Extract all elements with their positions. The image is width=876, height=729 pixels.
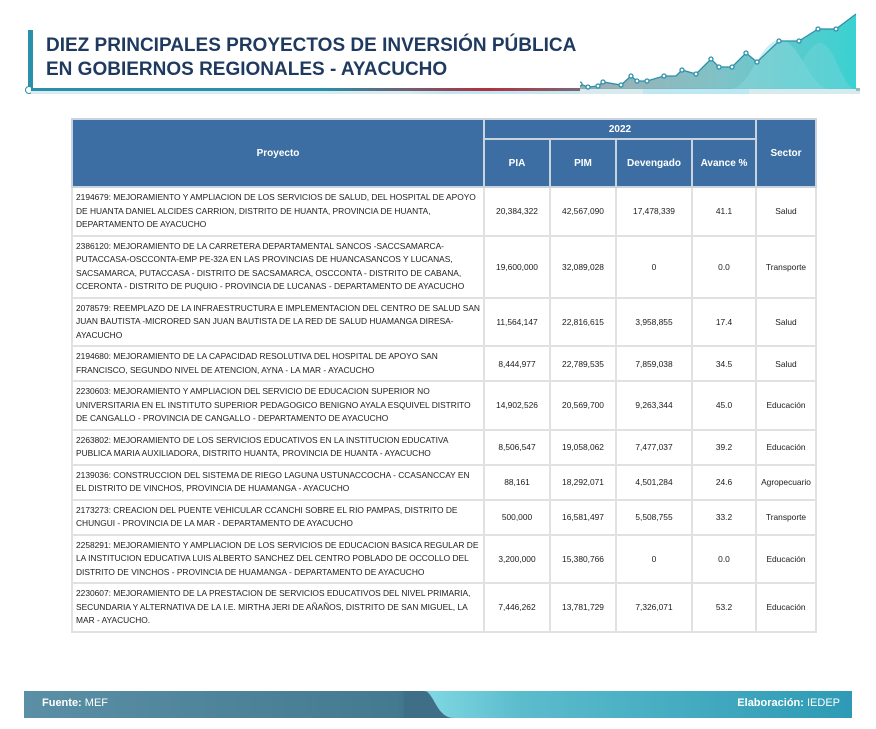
devengado-cell: 7,859,038 bbox=[616, 346, 692, 381]
footer-credit bbox=[737, 697, 840, 709]
page-title bbox=[46, 34, 576, 82]
avance-cell: 24.6 bbox=[692, 465, 756, 500]
header-year: 2022 bbox=[484, 119, 756, 139]
devengado-cell: 7,477,037 bbox=[616, 430, 692, 465]
footer-bar bbox=[24, 691, 852, 718]
footer-credit-value: IEDEP bbox=[806, 697, 840, 709]
footer-credit-label: Elaboración: bbox=[737, 697, 804, 709]
sector-cell: Agropecuario bbox=[756, 465, 816, 500]
pia-cell: 88,161 bbox=[484, 465, 550, 500]
sector-cell: Salud bbox=[756, 187, 816, 236]
pia-cell: 500,000 bbox=[484, 500, 550, 535]
header-pia: PIA bbox=[484, 139, 550, 187]
pim-cell: 16,581,497 bbox=[550, 500, 616, 535]
pim-cell: 18,292,071 bbox=[550, 465, 616, 500]
devengado-cell: 0 bbox=[616, 236, 692, 298]
pim-cell: 15,380,766 bbox=[550, 535, 616, 584]
table-row bbox=[72, 500, 816, 535]
project-cell: 2263802: MEJORAMIENTO DE LOS SERVICIOS EDUCATIVOS EN LA INSTITUCION EDUCATIVA PUBLICA MARIA AUXILIADORA, DISTRITO HUANTA, PROVINCIA DE HUANTA - AYACUCHO bbox=[72, 430, 484, 465]
title-line-1: DIEZ PRINCIPALES PROYECTOS DE INVERSIÓN PÚBLICA bbox=[46, 35, 577, 56]
avance-cell: 34.5 bbox=[692, 346, 756, 381]
pim-cell: 22,816,615 bbox=[550, 298, 616, 347]
devengado-cell: 5,508,755 bbox=[616, 500, 692, 535]
projects-table bbox=[71, 118, 817, 633]
devengado-cell: 4,501,284 bbox=[616, 465, 692, 500]
table-row bbox=[72, 430, 816, 465]
footer-source bbox=[42, 697, 108, 709]
pia-cell: 20,384,322 bbox=[484, 187, 550, 236]
sector-cell: Educación bbox=[756, 430, 816, 465]
devengado-cell: 3,958,855 bbox=[616, 298, 692, 347]
pim-cell: 32,089,028 bbox=[550, 236, 616, 298]
pim-cell: 19,058,062 bbox=[550, 430, 616, 465]
project-cell: 2230607: MEJORAMIENTO DE LA PRESTACION DE SERVICIOS EDUCATIVOS DEL NIVEL PRIMARIA, SECUNDARIA Y ALTERNATIVA DE LA I.E. MIRTHA JERI DE AÑAÑOS, DISTRITO DE SAN MIGUEL, LA MAR - AYACUCHO. bbox=[72, 583, 484, 632]
title-accent-bar bbox=[28, 30, 33, 88]
project-cell: 2258291: MEJORAMIENTO Y AMPLIACION DE LOS SERVICIOS DE EDUCACION BASICA REGULAR DE LA INSTITUCION EDUCATIVA LUIS ALBERTO SANCHEZ DEL CENTRO POBLADO DE OCCOLLO DEL DISTRITO DE VINCHOS - PROVINCIA DE HUAMANGA - DEPARTAMENTO DE AYACUCHO bbox=[72, 535, 484, 584]
footer-wave-decoration bbox=[404, 691, 464, 718]
project-cell: 2230603: MEJORAMIENTO Y AMPLIACION DEL SERVICIO DE EDUCACION SUPERIOR NO UNIVERSITARIA EN EL INSTITUTO SUPERIOR PEDAGOGICO BENIGNO AYALA ESQUIVEL DISTRITO DE CANGALLO - PROVINCIA DE CANGALLO - DEPARTAMENTO DE AYACUCHO bbox=[72, 381, 484, 430]
table-row bbox=[72, 583, 816, 632]
pim-cell: 42,567,090 bbox=[550, 187, 616, 236]
avance-cell: 17.4 bbox=[692, 298, 756, 347]
table-row bbox=[72, 346, 816, 381]
sector-cell: Educación bbox=[756, 583, 816, 632]
footer-source-value: MEF bbox=[84, 697, 109, 709]
sector-cell: Educación bbox=[756, 381, 816, 430]
avance-cell: 33.2 bbox=[692, 500, 756, 535]
table-body bbox=[72, 187, 816, 632]
sector-cell: Transporte bbox=[756, 236, 816, 298]
project-cell: 2078579: REEMPLAZO DE LA INFRAESTRUCTURA E IMPLEMENTACION DEL CENTRO DE SALUD SAN JUAN BAUTISTA -MICRORED SAN JUAN BAUTISTA DE LA RED DE SALUD HUAMANGA DIRESA-AYACUCHO bbox=[72, 298, 484, 347]
avance-cell: 53.2 bbox=[692, 583, 756, 632]
avance-cell: 45.0 bbox=[692, 381, 756, 430]
title-line-2: EN GOBIERNOS REGIONALES - AYACUCHO bbox=[46, 59, 448, 80]
sector-cell: Transporte bbox=[756, 500, 816, 535]
header-devengado: Devengado bbox=[616, 139, 692, 187]
table-row bbox=[72, 381, 816, 430]
devengado-cell: 0 bbox=[616, 535, 692, 584]
sector-cell: Salud bbox=[756, 298, 816, 347]
pim-cell: 20,569,700 bbox=[550, 381, 616, 430]
table-row bbox=[72, 298, 816, 347]
pia-cell: 3,200,000 bbox=[484, 535, 550, 584]
table-row bbox=[72, 187, 816, 236]
project-cell: 2173273: CREACION DEL PUENTE VEHICULAR CCANCHI SOBRE EL RIO PAMPAS, DISTRITO DE CHUNGUI - PROVINCIA DE LA MAR - DEPARTAMENTO DE AYACUCHO bbox=[72, 500, 484, 535]
pia-cell: 11,564,147 bbox=[484, 298, 550, 347]
pim-cell: 22,789,535 bbox=[550, 346, 616, 381]
avance-cell: 0.0 bbox=[692, 236, 756, 298]
pia-cell: 14,902,526 bbox=[484, 381, 550, 430]
avance-cell: 39.2 bbox=[692, 430, 756, 465]
sector-cell: Educación bbox=[756, 535, 816, 584]
pia-cell: 19,600,000 bbox=[484, 236, 550, 298]
project-cell: 2139036: CONSTRUCCION DEL SISTEMA DE RIEGO LAGUNA USTUNACCOCHA - CCASANCCAY EN EL DISTRITO DE VINCHOS, PROVINCIA DE HUAMANGA - AYACUCHO bbox=[72, 465, 484, 500]
project-cell: 2194680: MEJORAMIENTO DE LA CAPACIDAD RESOLUTIVA DEL HOSPITAL DE APOYO SAN FRANCISCO, SEGUNDO NIVEL DE ATENCION, AYNA - LA MAR - AYACUCHO bbox=[72, 346, 484, 381]
devengado-cell: 7,326,071 bbox=[616, 583, 692, 632]
pia-cell: 8,444,977 bbox=[484, 346, 550, 381]
devengado-cell: 9,263,344 bbox=[616, 381, 692, 430]
devengado-cell: 17,478,339 bbox=[616, 187, 692, 236]
header-proyecto: Proyecto bbox=[72, 119, 484, 187]
table-row bbox=[72, 236, 816, 298]
sector-cell: Salud bbox=[756, 346, 816, 381]
pia-cell: 8,506,547 bbox=[484, 430, 550, 465]
avance-cell: 0.0 bbox=[692, 535, 756, 584]
growth-chart-decoration-icon bbox=[580, 0, 876, 96]
table-row bbox=[72, 535, 816, 584]
header-pim: PIM bbox=[550, 139, 616, 187]
header-avance: Avance % bbox=[692, 139, 756, 187]
pia-cell: 7,446,262 bbox=[484, 583, 550, 632]
project-cell: 2194679: MEJORAMIENTO Y AMPLIACION DE LOS SERVICIOS DE SALUD, DEL HOSPITAL DE APOYO DE HUANTA DANIEL ALCIDES CARRION, DISTRITO DE HUANTA, PROVINCIA DE HUANTA, DEPARTAMENTO DE AYACUCHO bbox=[72, 187, 484, 236]
pim-cell: 13,781,729 bbox=[550, 583, 616, 632]
header-sector: Sector bbox=[756, 119, 816, 187]
project-cell: 2386120: MEJORAMIENTO DE LA CARRETERA DEPARTAMENTAL SANCOS -SACCSAMARCA-PUTACCASA-OSCCONTA-EMP PE-32A EN LAS PROVINCIAS DE HUANCASANCOS Y LUCANAS, SACSAMARCA, PUTACCASA - DISTRITO DE SACSAMARCA, OSCCONTA - DISTRITO DE CABANA, CCERONTA - DISTRITO DE PUQUIO - PROVINCIA DE LUCANAS - DEPARTAMENTO DE AYACUCHO bbox=[72, 236, 484, 298]
table-row bbox=[72, 465, 816, 500]
footer-source-label: Fuente: bbox=[42, 697, 82, 709]
avance-cell: 41.1 bbox=[692, 187, 756, 236]
